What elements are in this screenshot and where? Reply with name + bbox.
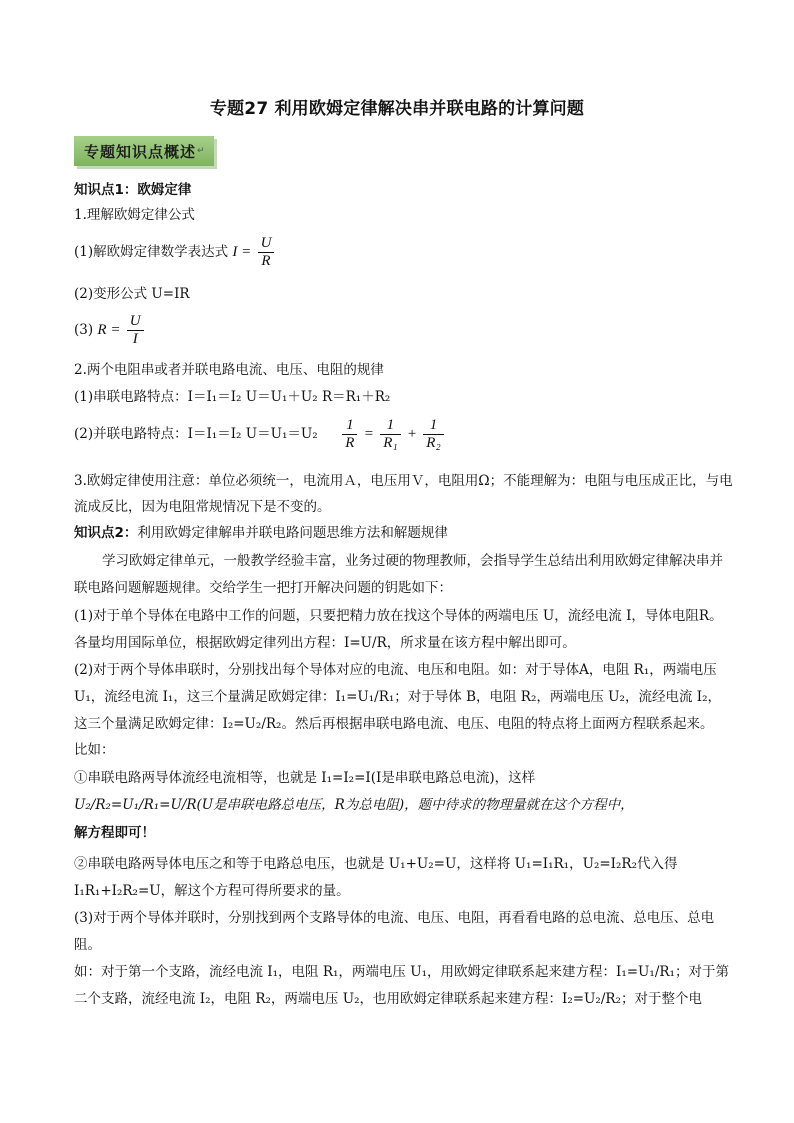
k2-case-1-line-3: 解方程即可！ [74,825,155,841]
return-mark-icon: ↵ [197,146,205,156]
k1-item-1: 1.理解欧姆定律公式 [74,207,195,223]
fraction-numerator: 1 [380,417,400,435]
k2-example-label: 比如： [74,742,115,758]
fraction-numerator: U [258,235,275,253]
fraction-denominator: I [132,331,138,347]
k1-formula-3-prefix: (3) [74,322,94,338]
page-title: 专题27 利用欧姆定律解决串并联电路的计算问题 [209,99,585,119]
section-banner [74,136,214,166]
k1-item-3: 3.欧姆定律使用注意：单位必须统一，电流用Ａ，电压用Ｖ，电阻用Ω；不能理解为：电阻与电压成正比，与电流成反比，因为电阻常规情况下是不变的。 [74,473,733,515]
fraction-denominator: R₂ [426,435,441,451]
equals-sign: = [363,426,374,442]
plus-sign: + [406,426,417,442]
k1-parallel-rule [74,412,734,456]
fraction-denominator: R [261,253,271,269]
k2-para-2: (2)对于两个导体串联时，分别找出每个导体对应的电流、电压和电阻。如：对于导体A，电阻 R₁，两端电压U₁，流经电流 I₁，这三个量满足欧姆定律：I₁=U₁/R₁；对于导体 B，电阻 R₂，两端电压 U₂，流经电流 I₂，这三个量满足欧姆定律：I₂=U₂/R₂。然后再根据串联电路电流、电压、电阻的特点将上面两方程联系起来。 [74,662,721,732]
k1-parallel-rule-text: (2)并联电路特点：I＝I₁＝I₂ U＝U₁＝U₂ [74,426,318,442]
fraction-numerator: 1 [342,417,357,435]
fraction-u-over-i [127,313,144,348]
k2-heading-text: 利用欧姆定律解串并联电路问题思维方法和解题规律 [137,525,448,541]
fraction-u-over-r [258,235,275,270]
k1-formula-1 [74,232,734,272]
k1-formula-1-lhs: I = [232,244,252,260]
k2-case-1-line-1: ①串联电路两导体流经电流相等，也就是 I₁=I₂=I(I是串联电路总电流)，这样 [74,770,536,786]
fraction-denominator: R [345,435,355,451]
fraction-1-over-r2 [423,417,443,452]
fraction-numerator: U [127,313,144,331]
k1-series-rule: (1)串联电路特点：I＝I₁＝I₂ U＝U₁＋U₂ R＝R₁＋R₂ [74,389,391,405]
k1-formula-3 [74,310,734,350]
k2-para-3: (3)对于两个导体并联时，分别找到两个支路导体的电流、电压、电阻，再看看电路的总电流、总电压、总电阻。 [74,910,715,953]
fraction-1-over-r [342,417,357,452]
section-banner-label: 专题知识点概述 [84,142,197,161]
k2-heading [74,523,734,543]
k1-formula-1-prefix: (1)解欧姆定律数学表达式 [74,244,229,260]
k2-para-4: 如：对于第一个支路，流经电流 I₁，电阻 R₁，两端电压 U₁，用欧姆定律联系起来建方程：I₁=U₁/R₁；对于第二个支路，流经电流 I₂，电阻 R₂，两端电压 U₂，也用欧姆定律联系起来建方程：I₂=U₂/R₂；对于整个电 [74,964,729,1007]
k2-para-1: (1)对于单个导体在电路中工作的问题，只要把精力放在找这个导体的两端电压 U，流经电流 I，导体电阻R。各量均用国际单位，根据欧姆定律列出方程：I=U/R，所求量在该方程中解出即可。 [74,608,723,651]
k2-heading-label: 知识点2： [74,525,138,541]
k1-formula-3-lhs: R = [97,322,121,338]
k2-intro: 学习欧姆定律单元，一般教学经验丰富，业务过硬的物理教师，会指导学生总结出利用欧姆定律解决串并联电路问题解题规律。交给学生一把打开解决问题的钥匙如下： [74,553,723,596]
k2-case-2: ②串联电路两导体电压之和等于电路总电压，也就是 U₁+U₂=U，这样将 U₁=I₁R₁，U₂=I₂R₂代入得I₁R₁+I₂R₂=U，解这个方程可得所要求的量。 [74,856,678,899]
k1-heading: 知识点1：欧姆定律 [74,182,192,198]
k1-item-2: 2.两个电阻串或者并联电路电流、电压、电阻的规律 [74,362,384,378]
k1-formula-2: (2)变形公式 U=IR [74,286,190,302]
fraction-denominator: R₁ [383,435,398,451]
fraction-numerator: 1 [423,417,443,435]
fraction-1-over-r1 [380,417,400,452]
k2-case-1-line-2: U₂/R₂=U₁/R₁=U/R(U是串联电路总电压，R为总电阻)，题中待求的物理量就在这个方程中， [74,797,634,813]
